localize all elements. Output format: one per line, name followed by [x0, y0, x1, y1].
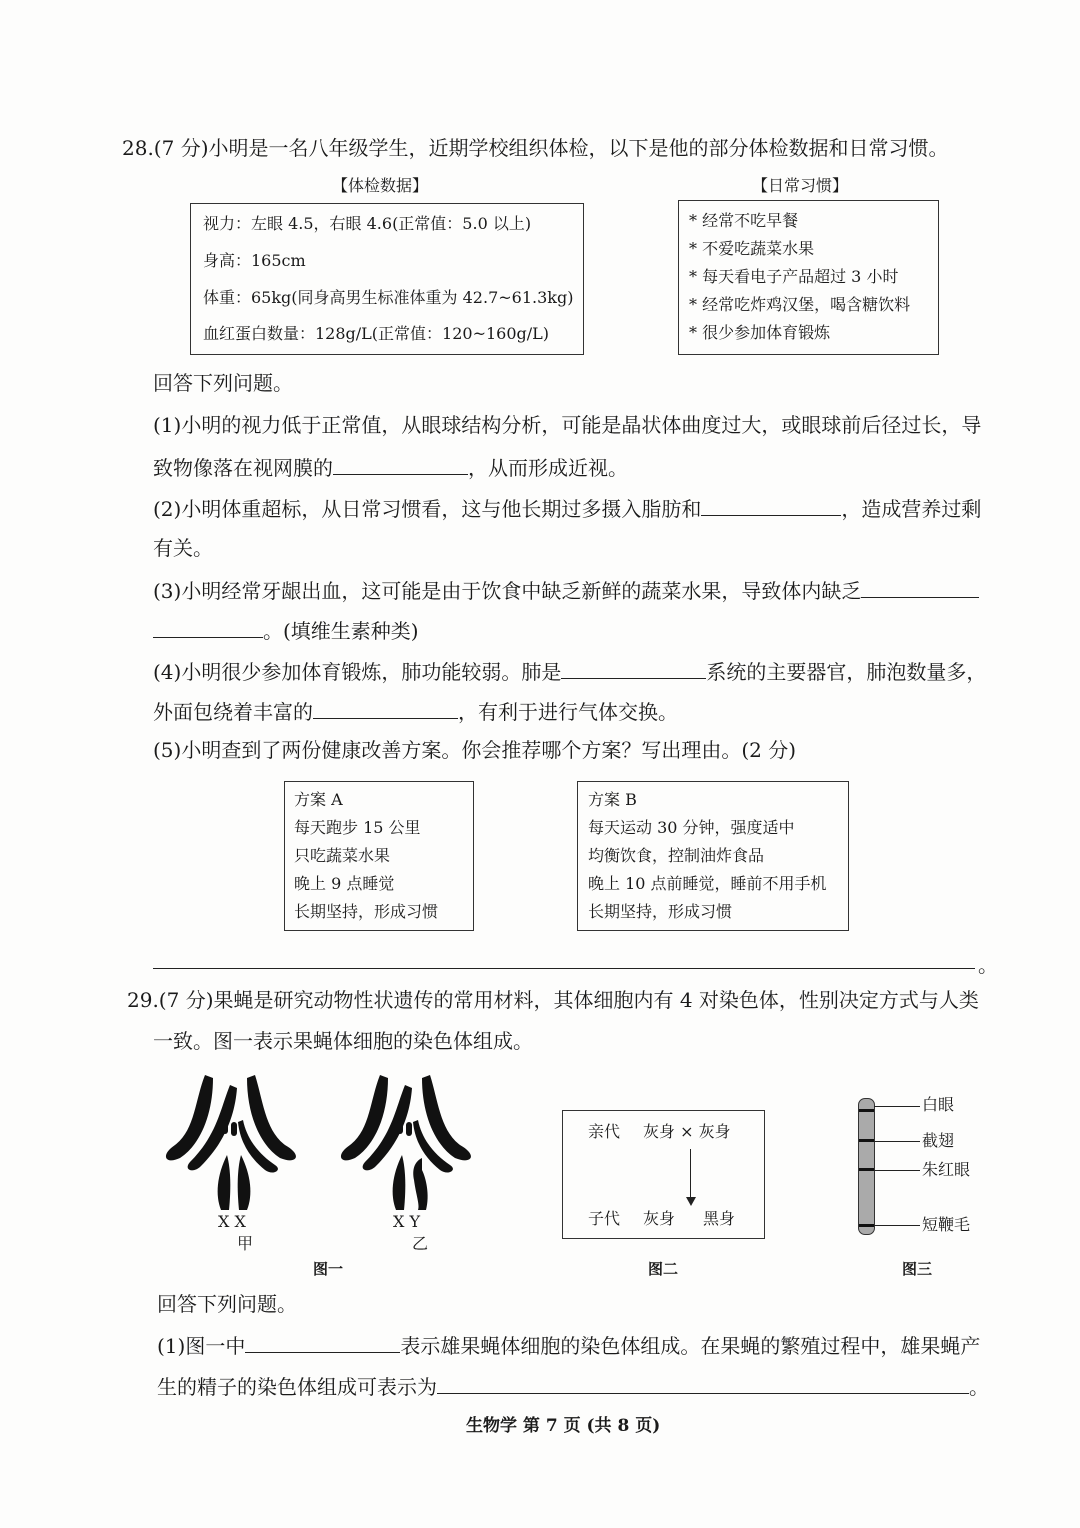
question-text: (1)图一中 表示雄果蝇体细胞的染色体组成。在果蝇的繁殖过程中，雄果蝇产 [157, 1334, 981, 1358]
exam-row: 视力：左眼 4.5，右眼 4.6(正常值：5.0 以上) [203, 214, 532, 233]
prompt: 回答下列问题。 [157, 1292, 297, 1316]
question-text: 。(填维生素种类) [153, 619, 419, 641]
plan-b-box [577, 781, 849, 931]
figure-caption: 图三 [902, 1260, 933, 1278]
label-jia: 甲 [237, 1234, 254, 1253]
parent-label: 亲代 [588, 1122, 621, 1141]
answer-blank[interactable] [561, 660, 706, 679]
arrow-icon [690, 1149, 691, 1201]
parent-cross: 灰身 × 灰身 [643, 1122, 731, 1141]
child-phenotype: 黑身 [703, 1209, 736, 1228]
habit-item: * 经常不吃早餐 [689, 211, 799, 230]
plan-line: 长期坚持，形成习惯 [294, 902, 439, 921]
q29-title: 一致。图一表示果蝇体细胞的染色体组成。 [153, 1029, 533, 1053]
plan-line: 长期坚持，形成习惯 [588, 902, 733, 921]
habit-item: * 很少参加体育锻炼 [689, 323, 831, 342]
answer-blank[interactable] [437, 1375, 969, 1394]
figure-caption: 图二 [648, 1260, 679, 1278]
arrow-head-icon [686, 1197, 696, 1206]
exam-row: 体重：65kg(同身高男生标准体重为 42.7~61.3kg) [203, 288, 574, 307]
question-text: 致物像落在视网膜的 ，从而形成近视。 [153, 456, 628, 480]
habit-box [678, 200, 939, 355]
question-text: (2)小明体重超标，从日常习惯看，这与他长期过多摄入脂肪和 ，造成营养过剩 [153, 497, 982, 521]
question-text: 外面包绕着丰富的 ，有利于进行气体交换。 [153, 700, 678, 724]
figure-caption: 图一 [313, 1260, 344, 1278]
cross-diagram [562, 1110, 765, 1239]
exam-data-header: 【体检数据】 [332, 176, 429, 195]
question-text: 有关。 [153, 536, 213, 560]
period: 。 [978, 953, 998, 977]
answer-blank[interactable] [153, 619, 263, 638]
plan-line: 晚上 10 点前睡觉，睡前不用手机 [588, 874, 827, 893]
q28-title: 28.(7 分)小明是一名八年级学生，近期学校组织体检，以下是他的部分体检数据和日常习惯。 [122, 136, 949, 160]
plan-line: 方案 A [294, 790, 343, 809]
child-label: 子代 [588, 1209, 621, 1228]
sex-chromosome-label: X X [218, 1212, 246, 1231]
exam-row: 血红蛋白数量：128g/L(正常值：120~160g/L) [203, 324, 550, 343]
habit-item: * 每天看电子产品超过 3 小时 [689, 267, 899, 286]
question-text: (1)小明的视力低于正常值，从眼球结构分析，可能是晶状体曲度过大，或眼球前后径过长，导 [153, 413, 982, 437]
prompt: 回答下列问题。 [153, 371, 293, 395]
question-text: (4)小明很少参加体育锻炼，肺功能较弱。肺是 系统的主要器官，肺泡数量多， [153, 660, 987, 684]
answer-line[interactable] [153, 968, 975, 969]
plan-line: 每天运动 30 分钟，强度适中 [588, 818, 795, 837]
q29-title: 29.(7 分)果蝇是研究动物性状遗传的常用材料，其体细胞内有 4 对染色体，性别决定方式与人类 [127, 988, 979, 1012]
gene-label: 朱红眼 [922, 1160, 971, 1179]
answer-blank[interactable] [245, 1334, 400, 1353]
question-text: (5)小明查到了两份健康改善方案。你会推荐哪个方案？写出理由。(2 分) [153, 738, 797, 762]
gene-label: 截翅 [922, 1131, 955, 1150]
child-phenotype: 灰身 [643, 1209, 676, 1228]
answer-blank[interactable] [333, 456, 468, 475]
habit-header: 【日常习惯】 [752, 176, 849, 195]
page-footer: 生物学 第 7 页 (共 8 页) [466, 1416, 661, 1436]
question-text: (3)小明经常牙龈出血，这可能是由于饮食中缺乏新鲜的蔬菜水果，导致体内缺乏 [153, 579, 979, 601]
answer-blank[interactable] [701, 497, 841, 516]
exam-data-box [190, 203, 584, 355]
chromosome-gene-map [858, 1098, 875, 1235]
answer-blank[interactable] [861, 579, 979, 598]
chromosome-set-jia [166, 1075, 296, 1210]
plan-line: 每天跑步 15 公里 [294, 818, 421, 837]
plan-line: 只吃蔬菜水果 [294, 846, 391, 865]
gene-label: 白眼 [922, 1095, 955, 1114]
exam-row: 身高：165cm [203, 251, 306, 270]
answer-blank[interactable] [313, 700, 458, 719]
habit-item: * 经常吃炸鸡汉堡，喝含糖饮料 [689, 295, 911, 314]
chromosome-diagram [155, 1070, 495, 1220]
habit-item: * 不爱吃蔬菜水果 [689, 239, 815, 258]
plan-line: 均衡饮食，控制油炸食品 [588, 846, 765, 865]
plan-line: 晚上 9 点睡觉 [294, 874, 395, 893]
plan-line: 方案 B [588, 790, 637, 809]
gene-label: 短鞭毛 [922, 1215, 971, 1234]
sex-chromosome-label: X Y [393, 1212, 421, 1231]
chromosome-set-yi [341, 1075, 471, 1210]
question-text: 生的精子的染色体组成可表示为 。 [157, 1375, 989, 1399]
label-yi: 乙 [412, 1234, 429, 1253]
plan-a-box [284, 781, 474, 931]
